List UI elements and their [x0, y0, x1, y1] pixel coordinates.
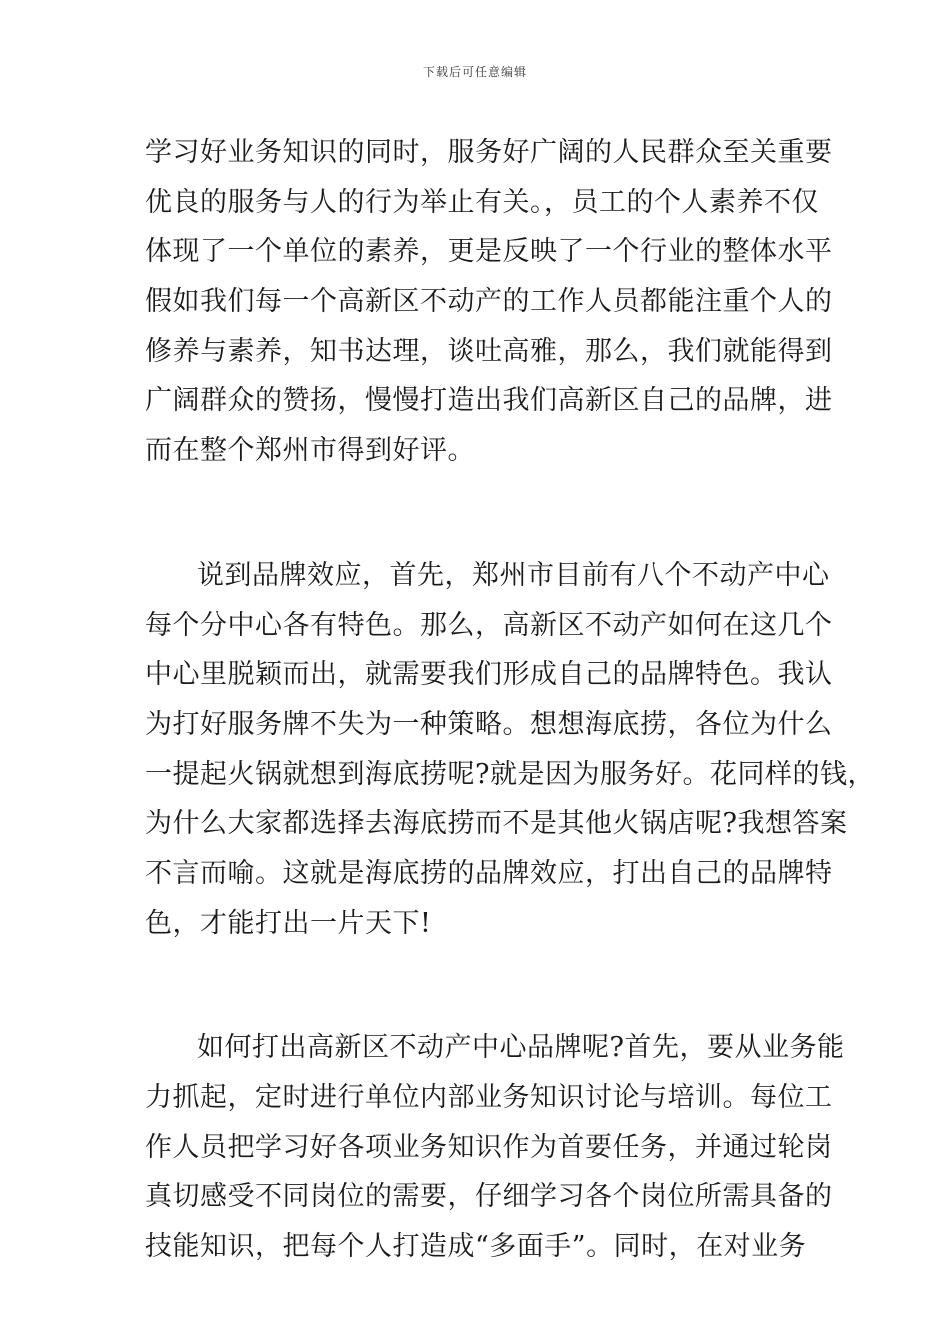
- text-line: 中心里脱颖而出，就需要我们形成自己的品牌特色。我认: [145, 659, 833, 691]
- paragraph-spacer: [145, 476, 825, 551]
- text-line: 而在整个郑州市得到好评。: [145, 435, 475, 467]
- text-line: 真切感受不同岗位的需要，仔细学习各个岗位所需具备的: [145, 1181, 833, 1213]
- text-line: 体现了一个单位的素养，更是反映了一个行业的整体水平: [145, 236, 833, 268]
- text-line: 色，才能打出一片天下!: [145, 907, 432, 939]
- text-line: 技能知识，把每个人打造成“多面手”。同时，在对业务: [145, 1231, 807, 1263]
- text-line: 修养与素养，知书达理，谈吐高雅，那么，我们就能得到: [145, 335, 833, 367]
- paragraph-1: [145, 128, 833, 476]
- text-line: 作人员把学习好各项业务知识作为首要任务，并通过轮岗: [145, 1131, 833, 1163]
- text-line: 假如我们每一个高新区不动产的工作人员都能注重个人的: [145, 286, 833, 318]
- text-line: 每个分中心各有特色。那么，高新区不动产如何在这几个: [145, 609, 833, 641]
- text-line: 优良的服务与人的行为举止有关。，员工的个人素养不仅: [145, 186, 819, 218]
- text-line: 为打好服务牌不失为一种策略。想想海底捞，各位为什么: [145, 708, 833, 740]
- document-body: [145, 128, 875, 1272]
- text-line: 为什么大家都选择去海底捞而不是其他火锅店呢?我想答案: [145, 808, 848, 840]
- text-line: 学习好业务知识的同时，服务好广阔的人民群众至关重要: [145, 137, 833, 168]
- text-line: 广阔群众的赞扬，慢慢打造出我们高新区自己的品牌，进: [145, 385, 833, 417]
- text-line: 一提起火锅就想到海底捞呢?就是因为服务好。花同样的钱，: [145, 758, 875, 790]
- paragraph-spacer: [145, 948, 825, 1023]
- page-header: 下载后可任意编辑: [422, 65, 527, 79]
- text-line: 如何打出高新区不动产中心品牌呢?首先，要从业务能: [197, 1032, 845, 1064]
- text-line: 说到品牌效应，首先，郑州市目前有八个不动产中心: [197, 559, 830, 591]
- text-line: 力抓起，定时进行单位内部业务知识讨论与培训。每位工: [145, 1082, 833, 1113]
- paragraph-2: [145, 551, 875, 949]
- text-line: 不言而喻。这就是海底捞的品牌效应，打出自己的品牌特: [145, 857, 833, 889]
- paragraph-3: [145, 1023, 845, 1271]
